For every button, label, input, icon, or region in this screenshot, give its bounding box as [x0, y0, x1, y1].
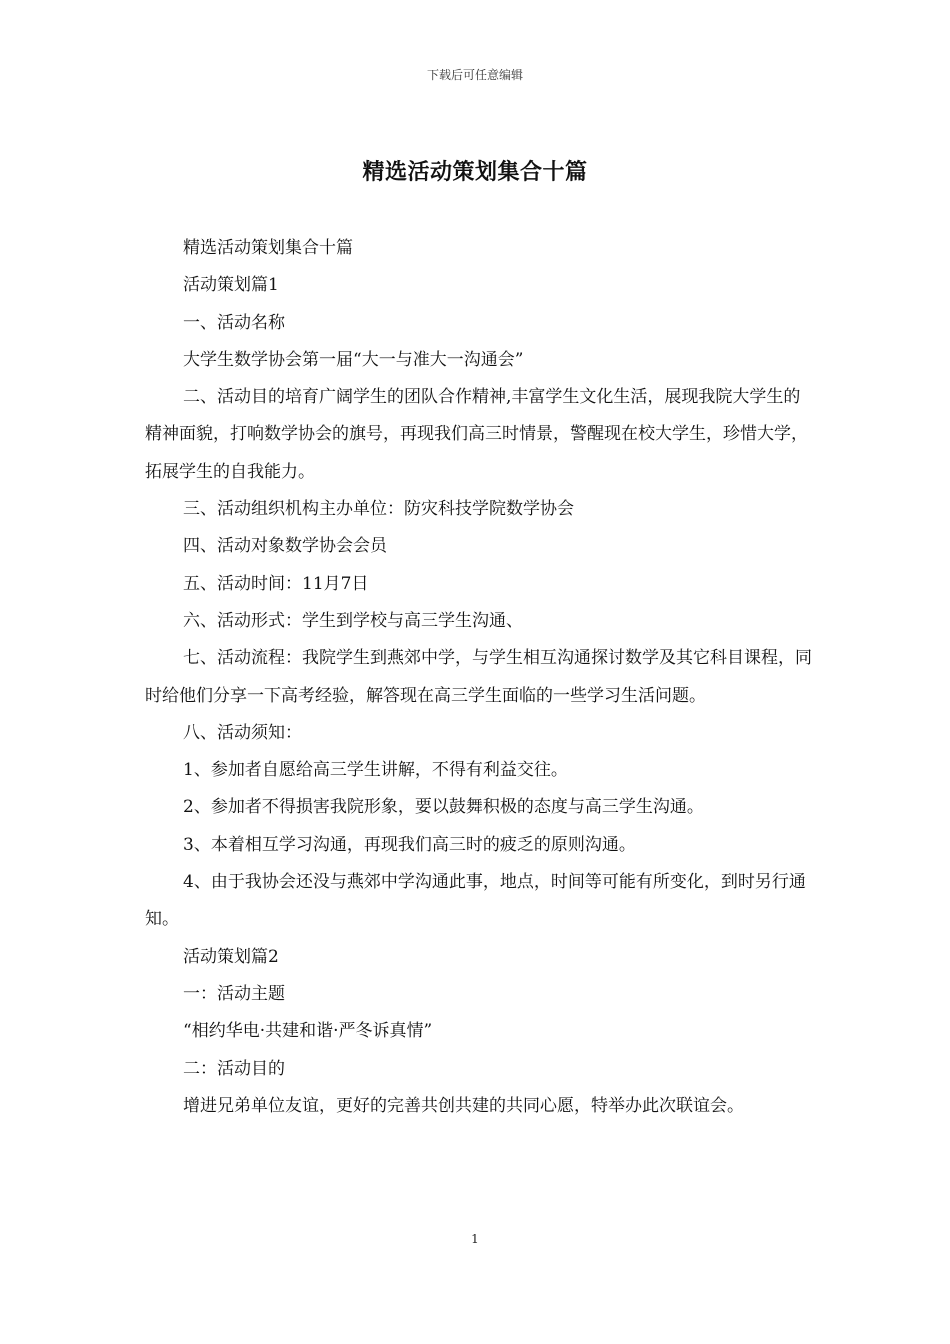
header-note: 下载后可任意编辑 [426, 68, 523, 82]
paragraph: 3、本着相互学习沟通，再现我们高三时的疲乏的原则沟通。 [183, 834, 636, 855]
document-title: 精选活动策划集合十篇 [362, 159, 588, 185]
paragraph: 三、活动组织机构主办单位：防灾科技学院数学协会 [183, 499, 574, 520]
paragraph: 六、活动形式：学生到学校与高三学生沟通、 [183, 610, 523, 631]
paragraph: 4、由于我协会还没与燕郊中学沟通此事，地点，时间等可能有所变化，到时另行通知。 [145, 872, 806, 930]
paragraph: 四、活动对象数学协会会员 [183, 536, 387, 557]
document-body [145, 230, 815, 1125]
paragraph: 二、活动目的培育广阔学生的团队合作精神,丰富学生文化生活，展现我院大学生的精神面貌，打响数学协会的旗号，再现我们高三时情景，警醒现在校大学生，珍惜大学，拓展学生的自我能力。 [145, 387, 808, 482]
paragraph: 五、活动时间：11月7日 [183, 573, 369, 594]
paragraph: 精选活动策划集合十篇 [183, 238, 353, 258]
paragraph: 2、参加者不得损害我院形象，要以鼓舞积极的态度与高三学生沟通。 [183, 797, 704, 818]
paragraph: 七、活动流程：我院学生到燕郊中学，与学生相互沟通探讨数学及其它科目课程，同时给他们分享一下高考经验，解答现在高三学生面临的一些学习生活问题。 [145, 648, 812, 706]
paragraph: 1、参加者自愿给高三学生讲解，不得有利益交往。 [183, 760, 568, 781]
paragraph: 活动策划篇1 [183, 275, 279, 296]
paragraph: 一、活动名称 [183, 312, 285, 333]
paragraph: 大学生数学协会第一届“大一与准大一沟通会” [183, 349, 524, 370]
paragraph: 一：活动主题 [183, 983, 285, 1004]
paragraph: 增进兄弟单位友谊，更好的完善共创共建的共同心愿，特举办此次联谊会。 [183, 1095, 744, 1116]
paragraph: 二：活动目的 [183, 1058, 285, 1079]
page-number: 1 [471, 1232, 479, 1246]
paragraph: “相约华电·共建和谐·严冬诉真情” [183, 1021, 433, 1042]
paragraph: 八、活动须知： [183, 722, 302, 743]
paragraph: 活动策划篇2 [183, 946, 279, 967]
